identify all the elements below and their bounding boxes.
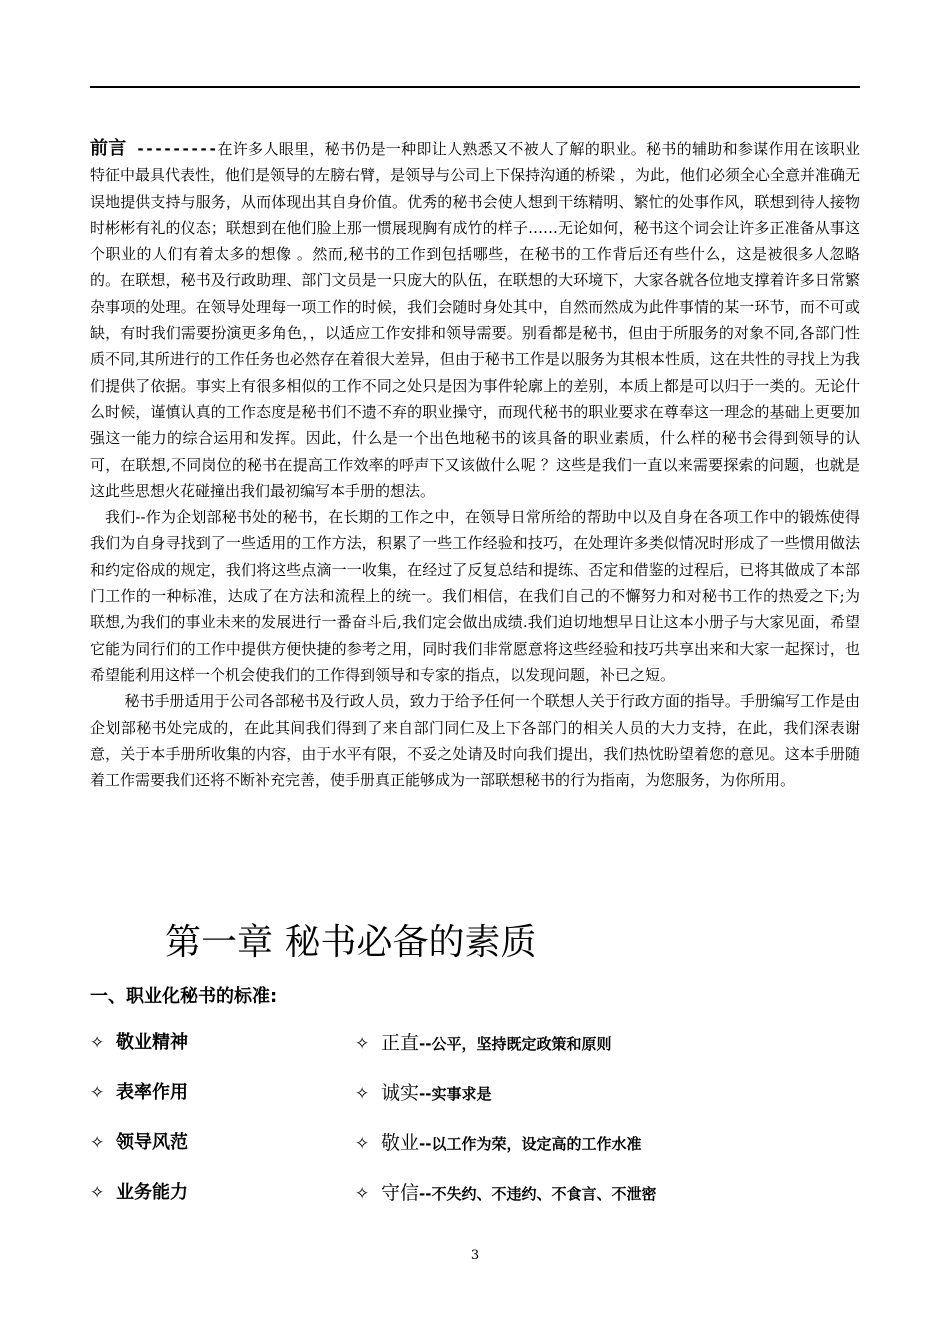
header-rule	[90, 86, 860, 88]
trait-right-detail: --不失约、不违约、不食言、不泄密	[419, 1185, 657, 1203]
trait-right-label: 敬业	[381, 1132, 420, 1154]
trait-left-item	[90, 1027, 188, 1059]
trait-right-label: 守信	[381, 1182, 420, 1204]
trait-left-label: 敬业精神	[116, 1032, 188, 1053]
diamond-bullet-icon: ✧	[90, 1033, 105, 1053]
preface-paragraph-3: 秘书手册适用于公司各部秘书及行政人员，致力于给予任何一个联想人关于行政方面的指导。手册编写工作是由企划部秘书处完成的，在此其间我们得到了来自部门同仁及上下各部门的相关人员的大力支持，在此，我们深表谢意，关于本手册所收集的内容，由于水平有限，不妥之处请及时向我们提出，我们热忱盼望着您的意见。这本手册随着工作需要我们还将不断补充完善，使手册真正能够成为一部联想秘书的行为指南，为您服务，为你所用。	[90, 692, 860, 790]
trait-left-label: 业务能力	[116, 1182, 188, 1203]
diamond-bullet-icon: ✧	[355, 1134, 370, 1154]
trait-right-label: 正直	[381, 1032, 420, 1054]
trait-right-item	[355, 1027, 611, 1060]
diamond-bullet-icon: ✧	[355, 1184, 370, 1204]
preface-paragraph-1	[90, 136, 860, 504]
trait-row	[90, 1077, 860, 1127]
preface-paragraph-2: 我们--作为企划部秘书处的秘书，在长期的工作之中，在领导日常所给的帮助中以及自身在各项工作中的锻炼使得我们为自身寻找到了一些适用的工作方法，积累了一些工作经验和技巧，在处理许多类似情况时形成了一些惯用做法和约定俗成的规定，我们将这些点滴一一收集，在经过了反复总结和提练、否定和借鉴的过程后，已将其做成了本部门工作的一种标准，达成了在方法和流程上的统一。我们相信，在我们自己的不懈努力和对秘书工作的热爱之下;为联想,为我们的事业未来的发展进行一番奋斗后,我们定会做出成绩.我们迫切地想早日让这本小册子与大家见面，希望它能为同行们的工作中提供方便快捷的参考之用，同时我们非常愿意将这些经验和技巧共享出来和大家一起探讨，也希望能利用这样一个机会使我们的工作得到领导和专家的指点，以发现问题，补已之短。	[90, 508, 860, 684]
trait-right-item	[355, 1177, 656, 1210]
trait-left-label: 表率作用	[116, 1082, 188, 1103]
trait-left-item	[90, 1127, 188, 1159]
diamond-bullet-icon: ✧	[355, 1034, 370, 1054]
trait-list	[90, 1027, 860, 1227]
trait-right-label: 诚实	[381, 1082, 420, 1104]
trait-right-item	[355, 1077, 491, 1110]
trait-row	[90, 1177, 860, 1227]
trait-left-item	[90, 1177, 188, 1209]
trait-right-detail: --公平，坚持既定政策和原则	[419, 1035, 612, 1053]
preface-dashes: ---------	[135, 140, 218, 158]
trait-left-label: 领导风范	[116, 1132, 188, 1153]
diamond-bullet-icon: ✧	[90, 1083, 105, 1103]
trait-right-detail: --以工作为荣，设定高的工作水准	[419, 1135, 642, 1153]
diamond-bullet-icon: ✧	[90, 1183, 105, 1203]
preface-text-1: 在许多人眼里，秘书仍是一种即让人熟悉又不被人了解的职业。秘书的辅助和参谋作用在该职业特征中最具代表性，他们是领导的左膀右臂，是领导与公司上下保持沟通的桥梁 ，为此，他们必须全心全意并准确无误地提供支持与服务，从而体现出其自身价值。优秀的秘书会使人想到干练精明、繁忙的处事作风，联想到待人接物时彬彬有礼的仪态；联想到在他们脸上那一惯展现胸有成竹的样子……无论如何，秘书这个词会让许多正准备从事这个职业的人们有着太多的想像 。然而,秘书的工作到包括哪些，在秘书的工作背后还有些什么，这是被很多人忽略的。在联想，秘书及行政助理、部门文员是一只庞大的队伍，在联想的大环境下，大家各就各位地支撑着许多日常繁杂事项的处理。在领导处理每一项工作的时候，我们会随时身处其中，自然而然成为此件事情的某一环节，而不可或缺，有时我们需要扮演更多角色，，以适应工作安排和领导需要。别看都是秘书，但由于所服务的对象不同,各部门性质不同,其所进行的工作任务也必然存在着很大差异，但由于秘书工作是以服务为其根本性质，这在共性的寻找上为我们提供了依据。事实上有很多相似的工作不同之处只是因为事件轮廓上的差别，本质上都是可以归于一类的。无论什么时候，谨慎认真的工作态度是秘书们不遗不弃的职业操守，而现代秘书的职业要求在尊奉这一理念的基础上更要加强这一能力的综合运用和发挥。因此，什么是一个出色地秘书的该具备的职业素质，什么样的秘书会得到领导的认可，在联想,不同岗位的秘书在提高工作效率的呼声下又该做什么呢 ？这些是我们一直以来需要探索的问题，也就是这此些思想火花碰撞出我们最初编写本手册的想法。	[90, 140, 860, 500]
diamond-bullet-icon: ✧	[355, 1084, 370, 1104]
page-number: 3	[470, 1248, 480, 1263]
trait-right-item	[355, 1127, 641, 1160]
trait-left-item	[90, 1077, 188, 1109]
preface-section	[90, 136, 860, 793]
chapter-title: 第一章 秘书必备的素质	[165, 922, 537, 963]
trait-row	[90, 1027, 860, 1077]
section-heading: 一、职业化秘书的标准:	[90, 986, 278, 1007]
trait-row	[90, 1127, 860, 1177]
preface-label: 前言	[90, 138, 127, 159]
diamond-bullet-icon: ✧	[90, 1133, 105, 1153]
trait-right-detail: --实事求是	[419, 1085, 492, 1103]
